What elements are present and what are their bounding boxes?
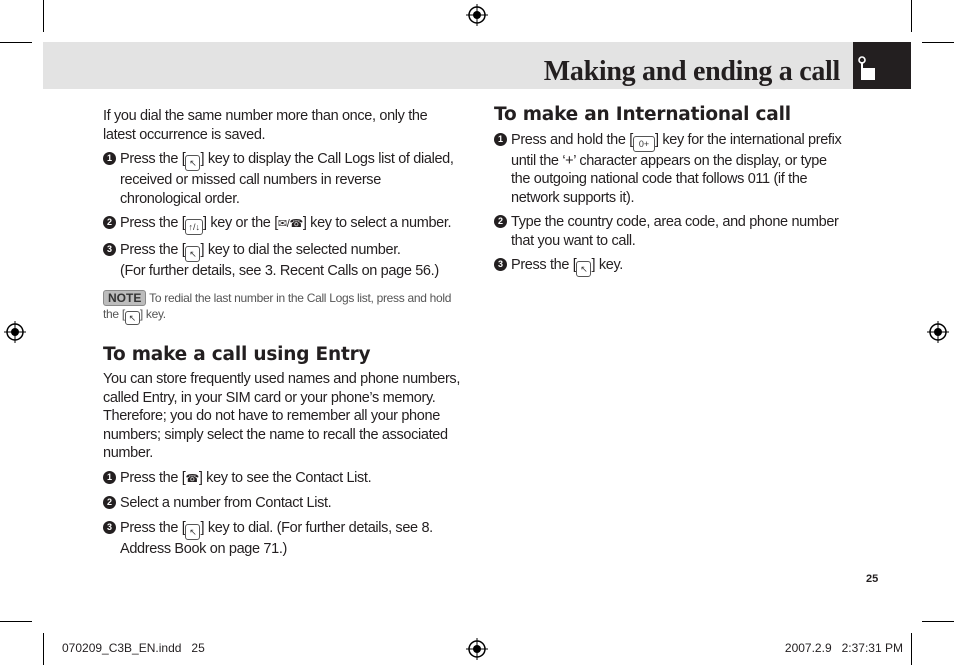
step-number: 2 — [103, 216, 116, 229]
list-item: 3 Press the [ ↖ ] key. — [494, 256, 846, 277]
list-item: 1 Press and hold the [ 0+ ] key for the international prefix until the ‘+’ character appears on the display, or type the outgoing national code that follows 011 (if the network supports it). — [494, 131, 846, 208]
list-item: 2 Select a number from Contact List. — [103, 494, 463, 513]
left-column — [103, 107, 463, 558]
send-key-icon: ↖ — [185, 524, 200, 540]
step-number: 2 — [103, 496, 116, 509]
step-number: 1 — [494, 133, 507, 146]
section-heading: To make a call using Entry — [103, 343, 371, 365]
footer-file: 070209_C3B_EN.indd 25 — [62, 641, 205, 655]
registration-mark-icon — [4, 321, 26, 343]
list-item: 2 Press the [ ↑/↓ ] key or the [✉/☎] key to select a number. — [103, 214, 463, 235]
up-down-navigation-key-icon: ↑/↓ — [185, 219, 203, 235]
list-item: 2 Type the country code, area code, and phone number that you want to call. — [494, 213, 846, 250]
list-item: 1 Press the [ ↖ ] key to display the Call Logs list of dialed, received or missed call numbers in reverse chronological order. — [103, 150, 463, 208]
step-detail: (For further details, see 3. Recent Calls on page 56.) — [120, 263, 439, 279]
registration-mark-icon — [927, 321, 949, 343]
intro-paragraph: If you dial the same number more than once, only the latest occurrence is saved. — [103, 108, 428, 143]
crop-mark — [911, 0, 912, 32]
step-number: 3 — [103, 243, 116, 256]
crop-mark — [922, 42, 954, 43]
note-badge: NOTE — [103, 290, 146, 306]
note-box: NOTE To redial the last number in the Call Logs list, press and hold the [ ↖ ] key. — [103, 290, 452, 323]
crop-mark — [911, 633, 912, 665]
footer-timestamp: 2007.2.9 2:37:31 PM — [784, 641, 903, 655]
send-key-icon: ↖ — [185, 246, 200, 262]
step-number: 1 — [103, 152, 116, 165]
phonebook-key-icon: ☎ — [185, 472, 199, 485]
send-key-icon: ↖ — [576, 261, 591, 277]
step-number: 1 — [103, 471, 116, 484]
list-item: 3 Press the [ ↖ ] key to dial the selected number. (For further details, see 3. Recent Calls on page 56.) — [103, 241, 463, 281]
header-tab — [853, 42, 911, 89]
list-item: 3 Press the [ ↖ ] key to dial. (For further details, see 8. Address Book on page 71.) — [103, 519, 463, 559]
phone-handset-icon — [858, 56, 878, 82]
crop-mark — [922, 621, 954, 622]
page-number: 25 — [866, 573, 879, 585]
registration-mark-icon — [466, 4, 488, 26]
list-item: 1 Press the [☎] key to see the Contact List. — [103, 469, 463, 489]
send-key-icon: ↖ — [125, 311, 140, 325]
section-body: You can store frequently used names and phone numbers, called Entry, in your SIM card or your phone’s memory. Therefore; you do not have to remember all your phone numbers; simply select the name to recall the associated number. — [103, 371, 461, 461]
message-phonebook-key-icon: ✉/☎ — [277, 218, 303, 230]
step-number: 2 — [494, 215, 507, 228]
step-number: 3 — [103, 521, 116, 534]
crop-mark — [43, 0, 44, 32]
page-title: Making and ending a call — [543, 56, 840, 87]
crop-mark — [0, 42, 32, 43]
crop-mark — [0, 621, 32, 622]
send-key-icon: ↖ — [185, 155, 200, 171]
step-number: 3 — [494, 258, 507, 271]
registration-mark-icon — [466, 638, 488, 660]
zero-plus-key-icon: 0+ — [633, 136, 655, 152]
section-heading: To make an International call — [494, 104, 791, 125]
crop-mark — [43, 633, 44, 665]
right-column — [494, 106, 846, 277]
